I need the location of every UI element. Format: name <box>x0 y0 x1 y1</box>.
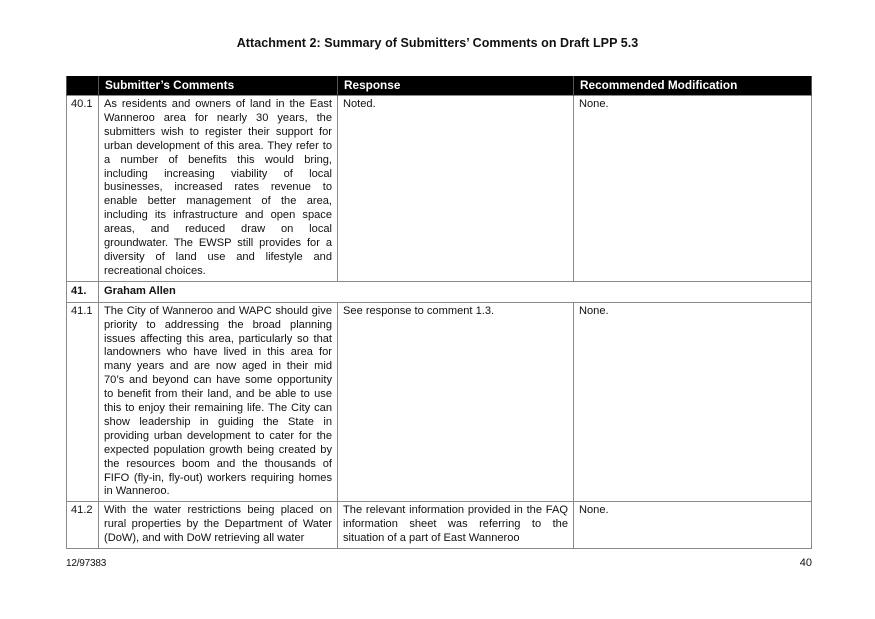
recommended-modification: None. <box>574 502 812 549</box>
row-number: 40.1 <box>67 96 99 282</box>
header-submitters-comments: Submitter’s Comments <box>99 76 338 96</box>
header-number <box>67 76 99 96</box>
row-number: 41.1 <box>67 302 99 502</box>
submitter-comment: The City of Wanneroo and WAPC should give priority to addressing the broad planning issues affecting this area, particularly so that landowners who have lived in this area for many years and are now aged in their mid 70’s and beyond can have some opportunity to benefit from their land, and be able to use this to enjoy their remaining life. The City can show leadership in guiding the State in providing urban development to cater for the expected population growth being created by the resources boom and the thousands of FIFO (fly-in, fly-out) workers requiring homes in Wanneroo. <box>99 302 338 502</box>
recommended-modification: None. <box>574 302 812 502</box>
response: The relevant information provided in the FAQ information sheet was referring to the situation of a part of East Wanneroo <box>338 502 574 549</box>
header-response: Response <box>338 76 574 96</box>
table-row <box>67 502 812 549</box>
document-title: Attachment 2: Summary of Submitters’ Comments on Draft LPP 5.3 <box>236 36 639 50</box>
row-number: 41.2 <box>67 502 99 549</box>
header-recommended-modification: Recommended Modification <box>574 76 812 96</box>
document-reference: 12/97383 <box>66 558 107 569</box>
submitter-comment: As residents and owners of land in the East Wanneroo area for nearly 30 years, the submitters wish to register their support for urban development of this area. They refer to a number of benefits this would bring, including increasing viability of local businesses, increased rates revenue to enable better management of the area, including its infrastructure and open space areas, and reduced draw on local groundwater. The EWSP still provides for a diversity of land use and lifestyle and recreational choices. <box>99 96 338 282</box>
submitter-section-row <box>67 281 812 302</box>
page-number: 40 <box>799 557 812 569</box>
submissions-table <box>66 76 812 549</box>
section-number: 41. <box>67 281 99 302</box>
table-row <box>67 302 812 502</box>
submitter-comment: With the water restrictions being placed on rural properties by the Department of Water (DoW), and with DoW retrieving all water <box>99 502 338 549</box>
response: Noted. <box>338 96 574 282</box>
recommended-modification: None. <box>574 96 812 282</box>
submitter-name: Graham Allen <box>99 281 812 302</box>
response: See response to comment 1.3. <box>338 302 574 502</box>
table-header-row <box>67 76 812 96</box>
table-row <box>67 96 812 282</box>
